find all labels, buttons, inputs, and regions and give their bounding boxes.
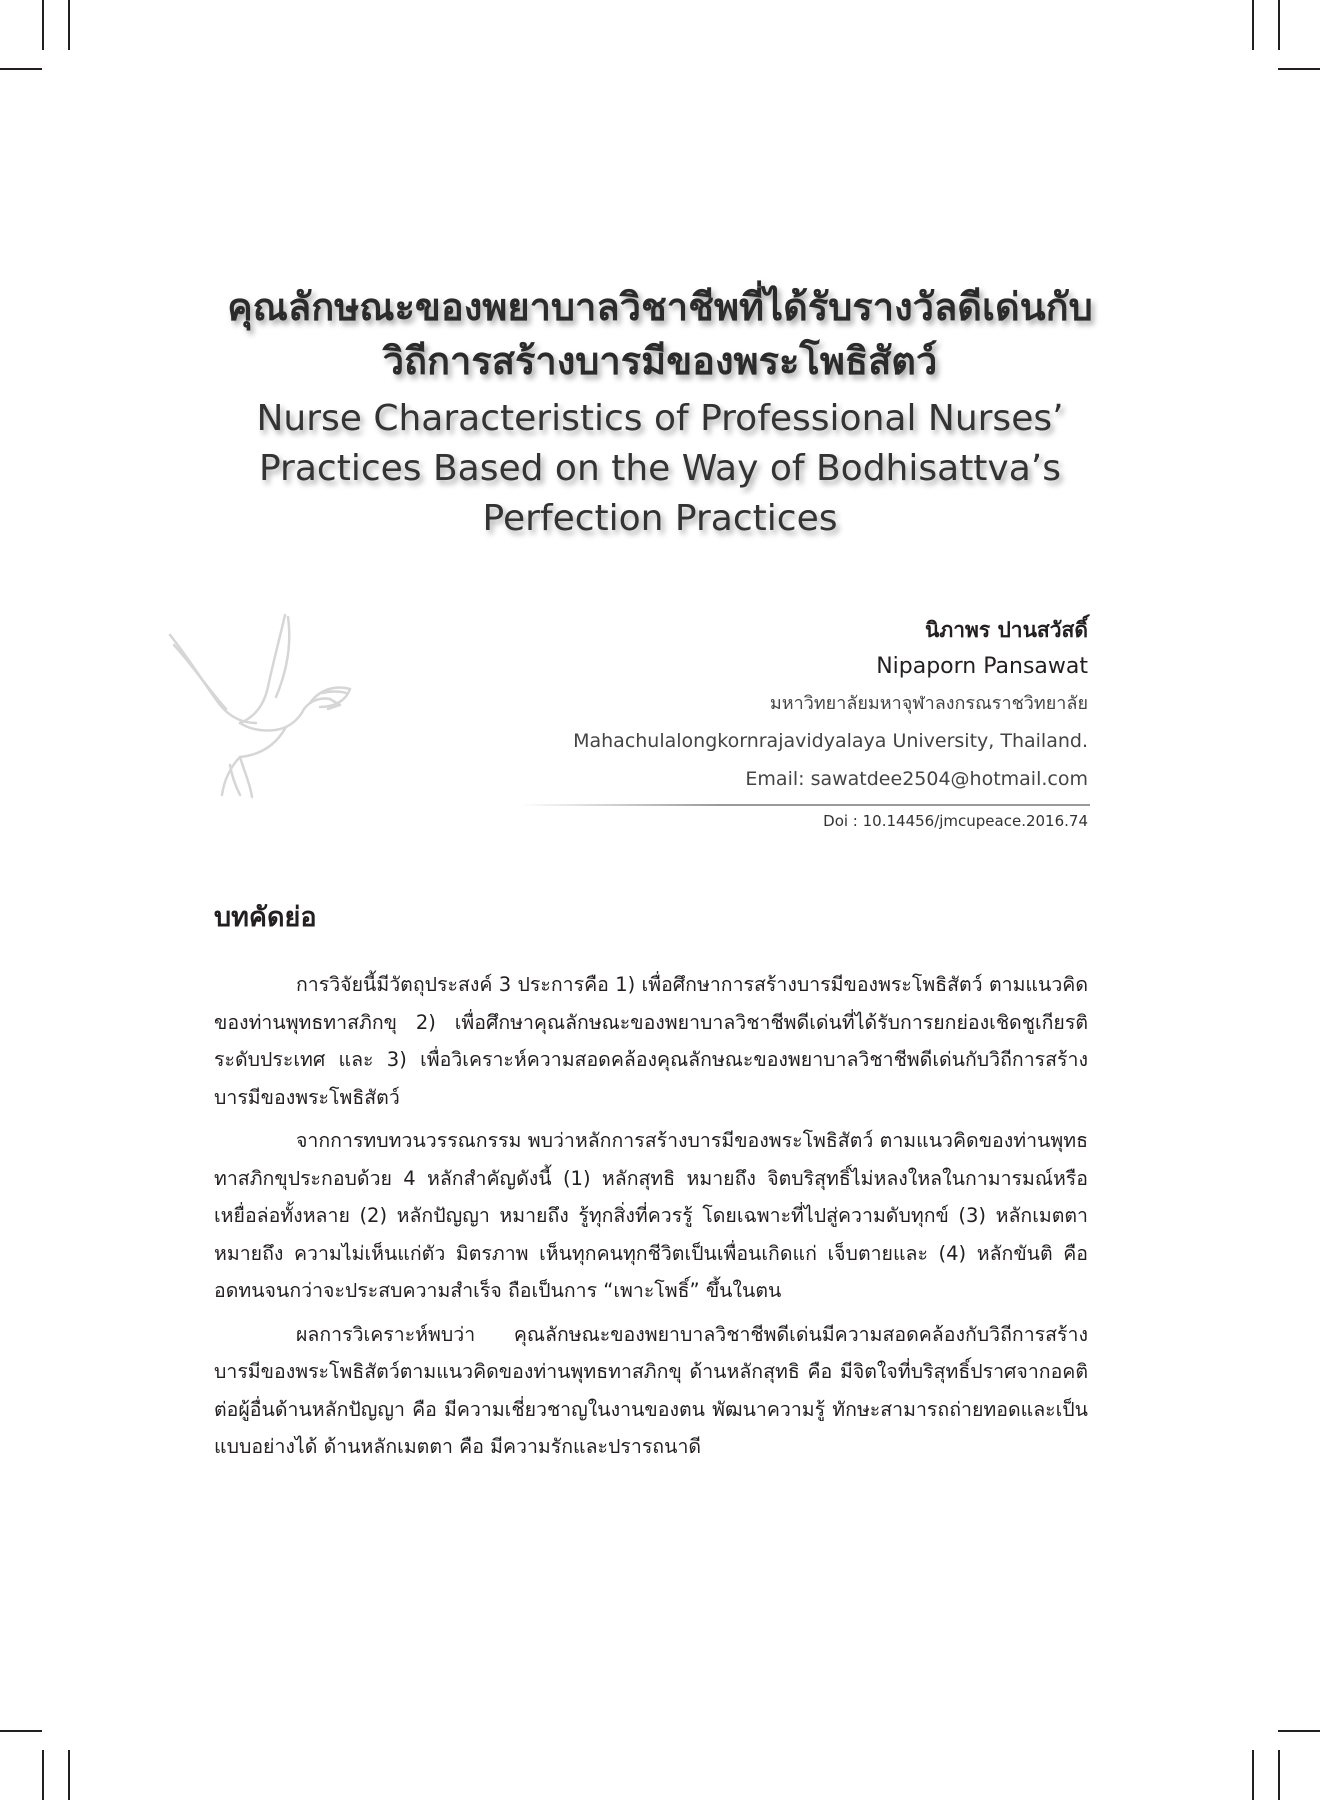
title-english-line-2: Practices Based on the Way of Bodhisattva’s [258,448,1061,489]
crop-mark [42,1750,44,1800]
title-block [150,280,1170,544]
affiliation-thai: มหาวิทยาลัยมหาจุฬาลงกรณราชวิทยาลัย [769,693,1088,714]
divider-rule [520,804,1090,806]
crop-mark [1252,1750,1254,1800]
crop-mark [42,0,44,50]
abstract-section [214,895,1088,1472]
author-block [388,612,1088,798]
crop-mark [0,68,42,70]
title-thai-line-1: คุณลักษณะของพยาบาลวิชาชีพที่ได้รับรางวัลดีเด่นกับ [227,285,1093,329]
crop-mark [68,0,70,50]
title-thai-line-2: วิถีการสร้างบารมีของพระโพธิสัตว์ [382,339,938,383]
author-email: Email: sawatdee2504@hotmail.com [745,768,1088,790]
title-english [150,394,1170,544]
crop-mark [1278,1730,1320,1732]
doi-label: Doi : 10.14456/jmcupeace.2016.74 [823,812,1088,830]
title-english-line-1: Nurse Characteristics of Professional Nurses’ [256,398,1064,439]
author-name-thai: นิภาพร ปานสวัสดิ์ [925,618,1088,642]
title-english-line-3: Perfection Practices [482,498,838,539]
crop-mark [1278,0,1280,50]
dove-watermark-icon [160,605,360,805]
crop-mark [0,1730,42,1732]
abstract-paragraph: การวิจัยนี้มีวัตถุประสงค์ 3 ประการคือ 1) เพื่อศึกษาการสร้างบารมีของพระโพธิสัตว์ ตามแนวคิดของท่านพุทธทาสภิกขุ 2) เพื่อศึกษาคุณลักษณะของพยาบาลวิชาชีพดีเด่นที่ได้รับการยกย่องเชิดชูเกียรติระดับประเทศ และ 3) เพื่อวิเคราะห์ความสอดคล้องคุณลักษณะของพยาบาลวิชาชีพดีเด่นกับวิถีการสร้างบารมีของพระโพธิสัตว์ [214,973,1088,1109]
crop-mark [68,1750,70,1800]
crop-mark [1252,0,1254,50]
affiliation-english: Mahachulalongkornrajavidyalaya University, Thailand. [573,730,1088,752]
abstract-paragraph: จากการทบทวนวรรณกรรม พบว่าหลักการสร้างบารมีของพระโพธิสัตว์ ตามแนวคิดของท่านพุทธทาสภิกขุประกอบด้วย 4 หลักสำคัญดังนี้ (1) หลักสุทธิ หมายถึง จิตบริสุทธิ์ไม่หลงใหลในกามารมณ์หรือเหยื่อล่อทั้งหลาย (2) หลักปัญญา หมายถึง รู้ทุกสิ่งที่ควรรู้ โดยเฉพาะที่ไปสู่ความดับทุกข์ (3) หลักเมตตา หมายถึง ความไม่เห็นแก่ตัว มิตรภาพ เห็นทุกคนทุกชีวิตเป็นเพื่อนเกิดแก่ เจ็บตายและ (4) หลักขันติ คือ อดทนจนกว่าจะประสบความสำเร็จ ถือเป็นการ “เพาะโพธิ์” ขึ้นในตน [214,1129,1088,1302]
abstract-heading: บทคัดย่อ [214,902,317,933]
crop-mark [1278,1750,1280,1800]
crop-mark [1278,68,1320,70]
abstract-paragraph: ผลการวิเคราะห์พบว่า คุณลักษณะของพยาบาลวิชาชีพดีเด่นมีความสอดคล้องกับวิถีการสร้างบารมีของพระโพธิสัตว์ตามแนวคิดของท่านพุทธทาสภิกขุ ด้านหลักสุทธิ คือ มีจิตใจที่บริสุทธิ์ปราศจากอคติต่อผู้อื่นด้านหลักปัญญา คือ มีความเชี่ยวชาญในงานของตน พัฒนาความรู้ ทักษะสามารถถ่ายทอดและเป็นแบบอย่างได้ ด้านหลักเมตตา คือ มีความรักและปรารถนาดี [214,1322,1088,1458]
author-name-english: Nipaporn Pansawat [876,654,1088,679]
